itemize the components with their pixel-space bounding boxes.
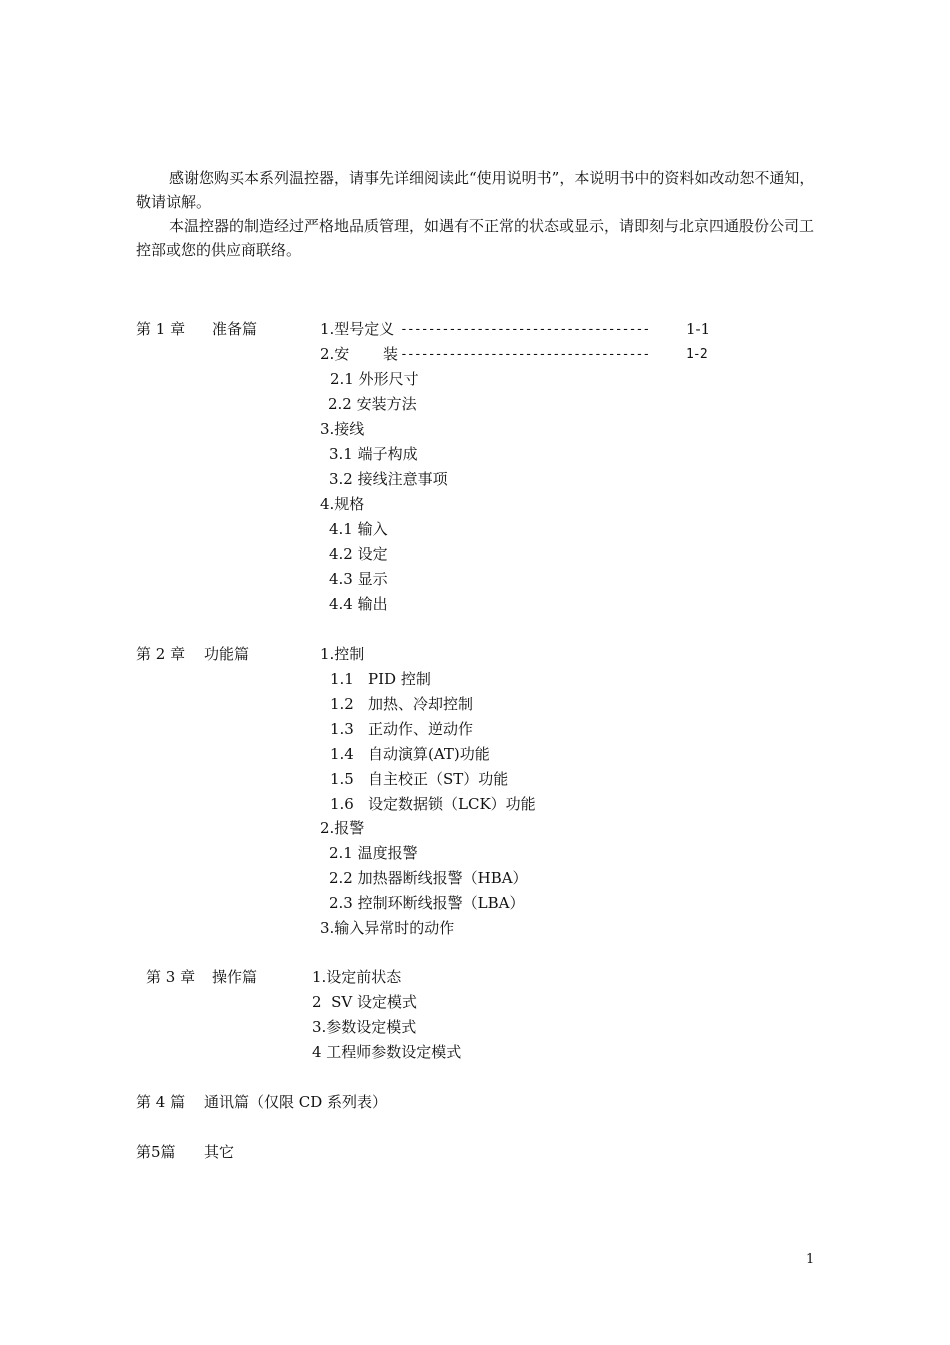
toc-subentry: 2.2 加热器断线报警（HBA） (329, 869, 528, 887)
toc-entry: 1.控制 (320, 645, 365, 663)
toc-entry: 3.接线 (320, 420, 365, 438)
chapter-number: 第5篇 (136, 1143, 176, 1161)
toc-subentry-number: 1.3 (330, 720, 354, 738)
chapter-number: 第 1 章 (136, 320, 186, 338)
toc-subentry: 4.4 输出 (329, 595, 388, 613)
toc-entry: 2.报警 (320, 819, 365, 837)
toc-leader: ------------------------------------ (400, 322, 650, 337)
toc-subentry-number: 1.1 (330, 670, 354, 688)
toc-page-ref: 1-2 (686, 347, 707, 362)
toc-entry: 1.设定前状态 (312, 968, 402, 986)
toc-subentry: 2.2 安装方法 (328, 395, 417, 413)
intro-paragraph-1: 感谢您购买本系列温控器，请事先详细阅读此“使用说明书”，本说明书中的资料如改动恕不通知，敬请谅解。 (136, 169, 815, 211)
toc-subentry-number: 1.2 (330, 695, 354, 713)
toc-subentry: 3.2 接线注意事项 (329, 470, 448, 488)
toc-subentry: 4.3 显示 (329, 570, 388, 588)
page-number: 1 (806, 1252, 815, 1267)
chapter-number: 第 3 章 (146, 968, 196, 986)
toc-subentry-number: 1.5 (330, 770, 354, 788)
toc-entry: 2.安 (320, 345, 350, 363)
toc-subentry: 设定数据锁（LCK）功能 (368, 795, 536, 813)
toc-subentry: PID 控制 (368, 670, 431, 688)
toc-subentry: 自主校正（ST）功能 (368, 770, 509, 788)
toc-subentry: 4.2 设定 (329, 545, 388, 563)
toc-entry: 装 (383, 345, 399, 363)
toc-leader: ------------------------------------ (400, 347, 650, 362)
toc-page-ref: 1-1 (686, 320, 711, 338)
toc-entry: 4 工程师参数设定模式 (312, 1043, 462, 1061)
toc-subentry: 2.3 控制环断线报警（LBA） (329, 894, 525, 912)
toc-subentry-number: 1.6 (330, 795, 354, 813)
toc-subentry: 自动演算(AT)功能 (368, 745, 490, 763)
toc-entry: 3.参数设定模式 (312, 1018, 417, 1036)
toc-subentry: 加热、冷却控制 (368, 695, 474, 713)
intro-paragraph-2: 本温控器的制造经过严格地品质管理，如遇有不正常的状态或显示，请即刻与北京四通股份公司工控部或您的供应商联络。 (136, 217, 815, 259)
toc-entry: 1.型号定义 (320, 320, 395, 338)
toc-subentry: 2.1 外形尺寸 (330, 370, 419, 388)
toc-entry: 2 SV 设定模式 (312, 993, 417, 1011)
chapter-title: 准备篇 (212, 320, 258, 338)
toc-entry: 4.规格 (320, 495, 365, 513)
toc-subentry: 4.1 输入 (329, 520, 388, 538)
chapter-title: 通讯篇（仅限 CD 系列表） (204, 1093, 388, 1111)
toc-subentry-number: 1.4 (330, 745, 354, 763)
chapter-number: 第 4 篇 (136, 1093, 186, 1111)
chapter-title: 功能篇 (204, 645, 250, 663)
toc-subentry: 2.1 温度报警 (329, 844, 418, 862)
toc-entry: 3.输入异常时的动作 (320, 919, 455, 937)
chapter-title: 操作篇 (212, 968, 258, 986)
chapter-number: 第 2 章 (136, 645, 186, 663)
chapter-title: 其它 (204, 1143, 235, 1161)
toc-subentry: 正动作、逆动作 (368, 720, 474, 738)
toc-subentry: 3.1 端子构成 (329, 445, 418, 463)
